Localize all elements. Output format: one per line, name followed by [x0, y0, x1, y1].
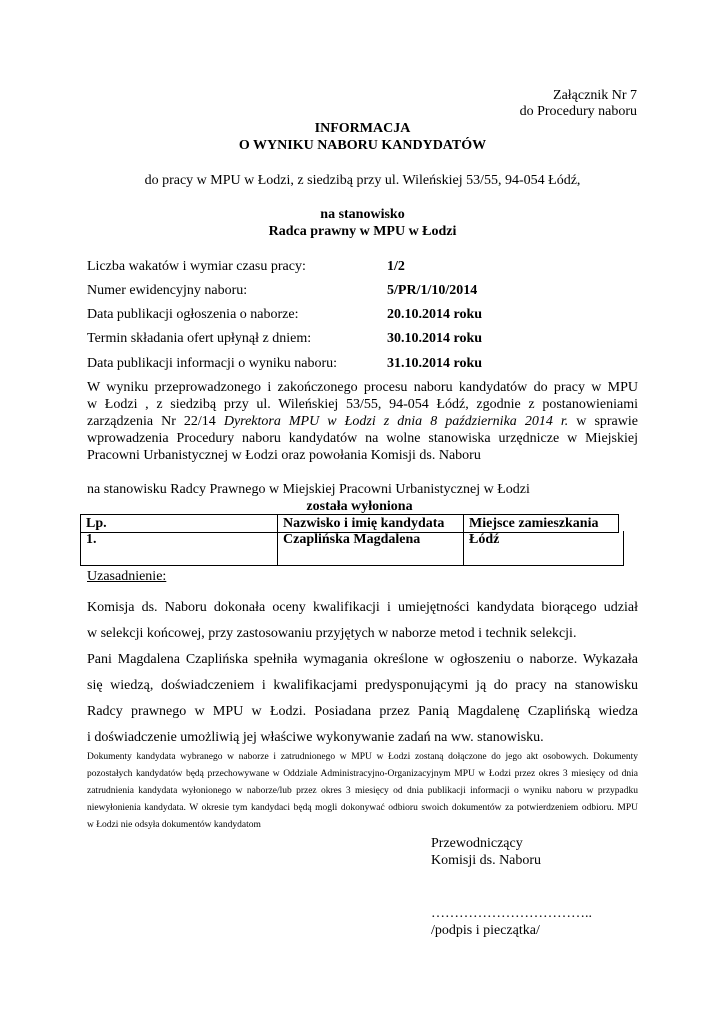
selected-status: została wyłoniona — [306, 499, 413, 514]
detail-label: Liczba wakatów i wymiar czasu pracy: — [87, 259, 306, 274]
signature-role-chair: Przewodniczący — [431, 836, 523, 851]
detail-label: Termin składania ofert upłynął z dniem: — [87, 331, 312, 346]
ordinance-number: zarządzenia Nr 22/14 — [87, 414, 224, 429]
header-residence: Miejsce zamieszkania — [463, 515, 618, 532]
paragraph-line — [87, 413, 638, 430]
annex-reference — [520, 88, 637, 120]
signature-caption: /podpis i pieczątka/ — [431, 923, 540, 938]
detail-value: 31.10.2014 roku — [387, 356, 483, 371]
justification-line: Komisja ds. Naboru dokonała oceny kwalifikacji i umiejętności kandydata biorącego udział — [87, 600, 638, 615]
note-line: zatrudnienia kandydata wyłonionego w naborze/lub przez okres 3 miesięcy od dnia publikacji informacji o wyniku naboru w przypadku — [87, 786, 638, 796]
note-line: Dokumenty kandydata wybranego w naborze i zatrudnionego w MPU w Łodzi zostaną dołączone do jego akt osobowych. Dokumenty — [87, 752, 638, 762]
documents-note — [87, 749, 638, 834]
position-name: Radca prawny w MPU w Łodzi — [268, 224, 457, 239]
justification-heading: Uzasadnienie: — [87, 569, 167, 584]
ordinance-suffix: w sprawie — [568, 414, 638, 429]
detail-label: Data publikacji ogłoszenia o naborze: — [87, 307, 299, 322]
justification-line: i doświadczenie umożliwią jej właściwe wykonywanie zadań na ww. stanowisku. — [87, 730, 544, 745]
annex-procedure: do Procedury naboru — [519, 104, 637, 119]
justification-line: Radcy prawnego w MPU w Łodzi. Posiadana przez Panią Magdalenę Czaplińską wiedza — [87, 704, 638, 719]
annex-number: Załącznik Nr 7 — [553, 88, 637, 103]
detail-value: 20.10.2014 roku — [387, 307, 483, 322]
justification-text — [87, 595, 638, 751]
paragraph-line: W wyniku przeprowadzonego i zakończonego procesu naboru kandydatów do pracy w MPU — [87, 380, 638, 395]
signature-line: …………………………….. — [431, 906, 592, 921]
note-line: w Łodzi nie odsyła dokumentów kandydatom — [87, 820, 261, 830]
title-result: O WYNIKU NABORU KANDYDATÓW — [238, 138, 487, 153]
selection-line: na stanowisku Radcy Prawnego w Miejskiej Pracowni Urbanistycznej w Łodzi — [87, 482, 530, 497]
paragraph-line: wprowadzenia Procedury naboru kandydatów na wolne stanowiska urzędnicze w Miejskiej — [87, 431, 638, 446]
detail-value: 1/2 — [387, 259, 405, 274]
note-line: pozostałych kandydatów będą przechowywane w Oddziale Administracyjno-Organizacyjnym MPU w Łodzi przez okres 3 miesięcy od dnia — [87, 769, 638, 779]
detail-label: Numer ewidencyjny naboru: — [87, 283, 248, 298]
justification-line: się wiedzą, doświadczeniem i kwalifikacjami predysponującymi ją do pracy na stanowisku — [87, 678, 638, 693]
header-lp: Lp. — [86, 516, 107, 531]
cell-name: Czaplińska Magdalena — [277, 531, 463, 565]
detail-label: Data publikacji informacji o wyniku naboru: — [87, 356, 337, 371]
cell-residence: Łódź — [463, 531, 623, 565]
position-label: na stanowisko — [320, 207, 405, 222]
employer-line: do pracy w MPU w Łodzi, z siedzibą przy ul. Wileńskiej 53/55, 94-054 Łódź, — [144, 173, 581, 188]
paragraph-line: w Łodzi , z siedzibą przy ul. Wileńskiej 53/55, 94-054 Łódź, zgodnie z postanowieniami — [87, 397, 638, 412]
ordinance-author-date: Dyrektora MPU w Łodzi z dnia 8 października 2014 r. — [223, 414, 569, 429]
header-name: Nazwisko i imię kandydata — [277, 515, 461, 532]
detail-value: 30.10.2014 roku — [387, 331, 483, 346]
detail-value: 5/PR/1/10/2014 — [387, 283, 478, 298]
signature-role-committee: Komisji ds. Naboru — [431, 853, 542, 868]
note-line: niewyłonienia kandydata. W okresie tym kandydaci będą mogli dokonywać odbioru swoich dokumentów za potwierdzeniem odbioru. MPU — [87, 803, 638, 813]
result-paragraph — [87, 379, 638, 464]
title-information: INFORMACJA — [314, 121, 411, 136]
paragraph-line: Pracowni Urbanistycznej w Łodzi oraz powołania Komisji ds. Naboru — [87, 448, 481, 463]
justification-line: Pani Magdalena Czaplińska spełniła wymagania określone w ogłoszeniu o naborze. Wykazała — [87, 652, 638, 667]
cell-lp: 1. — [86, 532, 97, 547]
table-row — [80, 531, 624, 566]
justification-line: w selekcji końcowej, przy zastosowaniu przyjętych w naborze metod i technik selekcji. — [87, 626, 577, 641]
